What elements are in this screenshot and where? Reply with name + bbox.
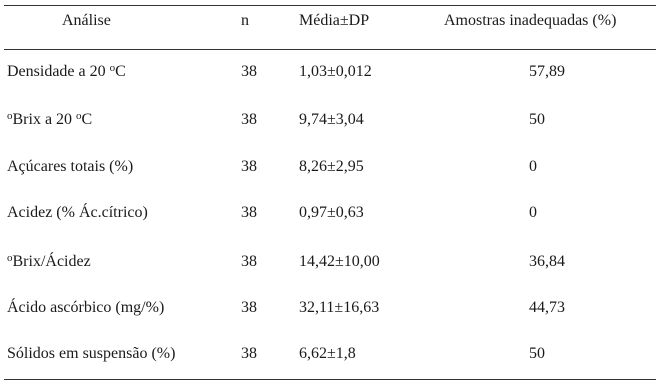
table-bottom-rule: [4, 379, 656, 380]
table-row-n: 38: [241, 158, 257, 175]
table-row-n: 38: [241, 253, 257, 270]
analise-unit: C: [115, 63, 126, 80]
table-row-media: 1,03±0,012: [299, 63, 372, 80]
table-row-analise: [7, 344, 175, 364]
analise-label: Brix a 20: [12, 111, 77, 128]
analise-label: Açúcares totais (%): [7, 158, 134, 175]
table-row-n: 38: [241, 204, 257, 221]
table-row-media: 6,62±1,8: [299, 345, 356, 362]
table-row-media: 8,26±2,95: [299, 158, 364, 175]
table-row-n: 38: [241, 299, 257, 316]
table-row-analise: [7, 62, 126, 83]
table-header-rule: [4, 49, 656, 50]
analise-label: Brix/Ácidez: [12, 253, 91, 270]
degree-symbol: o: [76, 110, 82, 122]
header-amostras: Amostras inadequadas (%): [444, 12, 617, 29]
table-top-rule: [4, 5, 656, 6]
table-row-media: 14,42±10,00: [299, 253, 380, 270]
degree-symbol: o: [109, 62, 116, 74]
analise-unit: C: [81, 111, 93, 128]
analise-label: Densidade a 20: [7, 63, 110, 80]
table-row-n: 38: [241, 345, 257, 362]
table-row-analise: [7, 110, 92, 131]
table-row-n: 38: [241, 111, 257, 128]
table-row-media: 0,97±0,63: [299, 204, 364, 221]
header-n: n: [241, 12, 249, 29]
table-row-analise: [7, 252, 91, 273]
table-row-n: 38: [241, 63, 257, 80]
header-media: Média±DP: [299, 12, 370, 29]
table-row-amostras: 0: [529, 204, 537, 221]
table-row-amostras: 50: [529, 345, 545, 362]
analise-label: Sólidos em suspensão (%): [7, 345, 176, 362]
table-row-amostras: 57,89: [529, 63, 565, 80]
table-row-media: 9,74±3,04: [299, 111, 364, 128]
table-row-amostras: 0: [529, 158, 537, 175]
table-row-amostras: 44,73: [529, 299, 565, 316]
table-row-amostras: 50: [529, 111, 545, 128]
table-row-amostras: 36,84: [529, 253, 565, 270]
degree-prefix: o: [7, 252, 13, 264]
header-analise: Análise: [62, 12, 111, 29]
table-row-analise: [7, 203, 148, 223]
table-row-analise: [7, 298, 164, 318]
analise-label: Acidez (% Ác.cítrico): [7, 204, 148, 221]
analise-label: Ácido ascórbico (mg/%): [7, 299, 165, 316]
table-row-media: 32,11±16,63: [299, 299, 380, 316]
degree-prefix: o: [7, 110, 13, 122]
table-row-analise: [7, 157, 133, 177]
